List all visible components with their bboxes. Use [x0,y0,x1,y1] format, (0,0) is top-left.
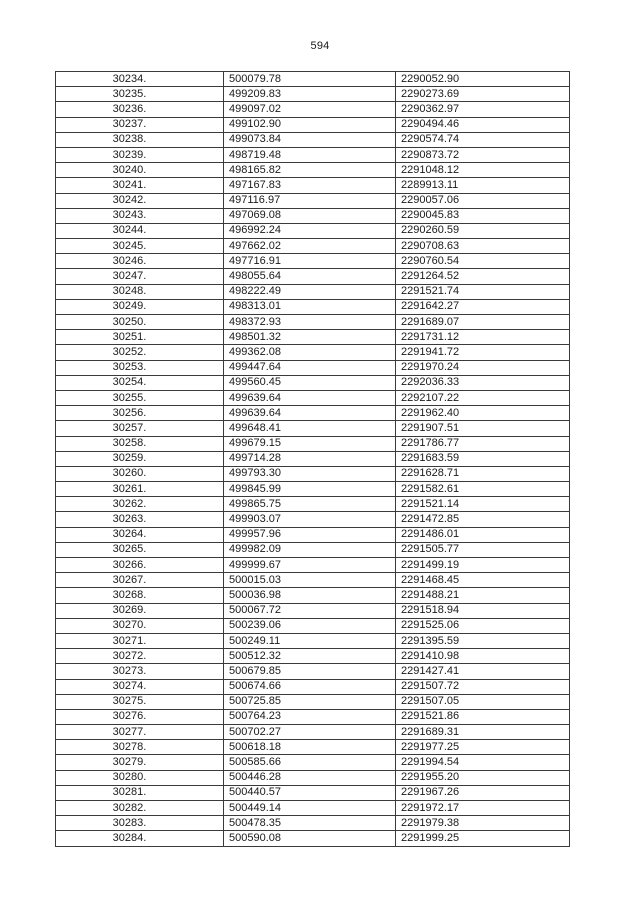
y-coordinate-cell: 2291689.31 [396,725,570,740]
x-coordinate-cell: 499793.30 [224,466,396,481]
x-coordinate-cell: 500512.32 [224,649,396,664]
y-coordinate-cell: 2291628.71 [396,466,570,481]
x-coordinate-cell: 500440.57 [224,785,396,800]
y-coordinate-cell: 2290574.74 [396,132,570,147]
point-number-cell: 30242. [56,193,224,208]
table-row [56,633,570,648]
table-row [56,725,570,740]
point-number-cell: 30265. [56,542,224,557]
x-coordinate-cell: 500702.27 [224,725,396,740]
x-coordinate-cell: 499865.75 [224,497,396,512]
y-coordinate-cell: 2290260.59 [396,223,570,238]
x-coordinate-cell: 500036.98 [224,588,396,603]
y-coordinate-cell: 2291521.14 [396,497,570,512]
table-row [56,299,570,314]
table-row [56,132,570,147]
table-row [56,147,570,162]
point-number-cell: 30280. [56,770,224,785]
point-number-cell: 30256. [56,406,224,421]
point-number-cell: 30253. [56,360,224,375]
x-coordinate-cell: 499639.64 [224,390,396,405]
table-row [56,315,570,330]
x-coordinate-cell: 500585.66 [224,755,396,770]
point-number-cell: 30252. [56,345,224,360]
table-row [56,330,570,345]
x-coordinate-cell: 497662.02 [224,239,396,254]
point-number-cell: 30276. [56,709,224,724]
table-row [56,178,570,193]
point-number-cell: 30275. [56,694,224,709]
page-number: 594 [310,40,330,52]
point-number-cell: 30272. [56,649,224,664]
x-coordinate-cell: 499639.64 [224,406,396,421]
point-number-cell: 30274. [56,679,224,694]
point-number-cell: 30262. [56,497,224,512]
x-coordinate-cell: 499209.83 [224,87,396,102]
point-number-cell: 30277. [56,725,224,740]
x-coordinate-cell: 498222.49 [224,284,396,299]
x-coordinate-cell: 500446.28 [224,770,396,785]
y-coordinate-cell: 2291907.51 [396,421,570,436]
y-coordinate-cell: 2292036.33 [396,375,570,390]
x-coordinate-cell: 499982.09 [224,542,396,557]
x-coordinate-cell: 499362.08 [224,345,396,360]
y-coordinate-cell: 2290057.06 [396,193,570,208]
table-row [56,831,570,846]
point-number-cell: 30234. [56,72,224,87]
table-row [56,239,570,254]
x-coordinate-cell: 498165.82 [224,163,396,178]
x-coordinate-cell: 500618.18 [224,740,396,755]
point-number-cell: 30238. [56,132,224,147]
x-coordinate-cell: 500478.35 [224,816,396,831]
point-number-cell: 30261. [56,482,224,497]
point-number-cell: 30278. [56,740,224,755]
y-coordinate-cell: 2290045.83 [396,208,570,223]
x-coordinate-cell: 499447.64 [224,360,396,375]
y-coordinate-cell: 2291525.06 [396,618,570,633]
table-row [56,603,570,618]
table-row [56,482,570,497]
y-coordinate-cell: 2290760.54 [396,254,570,269]
table-row [56,163,570,178]
table-row [56,816,570,831]
point-number-cell: 30255. [56,390,224,405]
x-coordinate-cell: 500239.06 [224,618,396,633]
y-coordinate-cell: 2291999.25 [396,831,570,846]
point-number-cell: 30283. [56,816,224,831]
x-coordinate-cell: 499679.15 [224,436,396,451]
x-coordinate-cell: 500725.85 [224,694,396,709]
y-coordinate-cell: 2291521.86 [396,709,570,724]
table-row [56,649,570,664]
x-coordinate-cell: 498501.32 [224,330,396,345]
table-row [56,208,570,223]
table-row [56,588,570,603]
y-coordinate-cell: 2291468.45 [396,573,570,588]
table-row [56,269,570,284]
point-number-cell: 30244. [56,223,224,238]
point-number-cell: 30251. [56,330,224,345]
point-number-cell: 30279. [56,755,224,770]
point-number-cell: 30254. [56,375,224,390]
x-coordinate-cell: 498313.01 [224,299,396,314]
y-coordinate-cell: 2291395.59 [396,633,570,648]
point-number-cell: 30270. [56,618,224,633]
table-row [56,87,570,102]
y-coordinate-cell: 2291264.52 [396,269,570,284]
y-coordinate-cell: 2291962.40 [396,406,570,421]
y-coordinate-cell: 2291689.07 [396,315,570,330]
point-number-cell: 30271. [56,633,224,648]
x-coordinate-cell: 500067.72 [224,603,396,618]
x-coordinate-cell: 500249.11 [224,633,396,648]
point-number-cell: 30269. [56,603,224,618]
point-number-cell: 30248. [56,284,224,299]
table-row [56,406,570,421]
y-coordinate-cell: 2291499.19 [396,558,570,573]
x-coordinate-cell: 500449.14 [224,801,396,816]
y-coordinate-cell: 2291507.05 [396,694,570,709]
x-coordinate-cell: 498719.48 [224,147,396,162]
table-row [56,542,570,557]
x-coordinate-cell: 499073.84 [224,132,396,147]
point-number-cell: 30259. [56,451,224,466]
y-coordinate-cell: 2291427.41 [396,664,570,679]
table-row [56,390,570,405]
y-coordinate-cell: 2291941.72 [396,345,570,360]
y-coordinate-cell: 2291786.77 [396,436,570,451]
point-number-cell: 30247. [56,269,224,284]
table-row [56,558,570,573]
y-coordinate-cell: 2291731.12 [396,330,570,345]
point-number-cell: 30268. [56,588,224,603]
x-coordinate-cell: 497069.08 [224,208,396,223]
x-coordinate-cell: 496992.24 [224,223,396,238]
y-coordinate-cell: 2291642.27 [396,299,570,314]
y-coordinate-cell: 2290052.90 [396,72,570,87]
x-coordinate-cell: 499097.02 [224,102,396,117]
table-row [56,497,570,512]
point-number-cell: 30236. [56,102,224,117]
x-coordinate-cell: 499714.28 [224,451,396,466]
y-coordinate-cell: 2291994.54 [396,755,570,770]
x-coordinate-cell: 499560.45 [224,375,396,390]
y-coordinate-cell: 2289913.11 [396,178,570,193]
table-row [56,466,570,481]
y-coordinate-cell: 2291970.24 [396,360,570,375]
y-coordinate-cell: 2292107.22 [396,390,570,405]
x-coordinate-cell: 498372.93 [224,315,396,330]
y-coordinate-cell: 2291048.12 [396,163,570,178]
table-row [56,801,570,816]
point-number-cell: 30284. [56,831,224,846]
table-row [56,755,570,770]
x-coordinate-cell: 500679.85 [224,664,396,679]
x-coordinate-cell: 499845.99 [224,482,396,497]
y-coordinate-cell: 2291521.74 [396,284,570,299]
x-coordinate-cell: 497716.91 [224,254,396,269]
y-coordinate-cell: 2291683.59 [396,451,570,466]
y-coordinate-cell: 2291955.20 [396,770,570,785]
x-coordinate-cell: 499903.07 [224,512,396,527]
point-number-cell: 30266. [56,558,224,573]
table-row [56,664,570,679]
x-coordinate-cell: 500590.08 [224,831,396,846]
y-coordinate-cell: 2290273.69 [396,87,570,102]
table-row [56,421,570,436]
x-coordinate-cell: 499957.96 [224,527,396,542]
point-number-cell: 30250. [56,315,224,330]
point-number-cell: 30257. [56,421,224,436]
table-row [56,785,570,800]
point-number-cell: 30237. [56,117,224,132]
x-coordinate-cell: 498055.64 [224,269,396,284]
x-coordinate-cell: 499102.90 [224,117,396,132]
table-row [56,694,570,709]
table-row [56,254,570,269]
y-coordinate-cell: 2290873.72 [396,147,570,162]
table-row [56,527,570,542]
point-number-cell: 30282. [56,801,224,816]
table-row [56,72,570,87]
point-number-cell: 30240. [56,163,224,178]
y-coordinate-cell: 2291507.72 [396,679,570,694]
point-number-cell: 30246. [56,254,224,269]
y-coordinate-cell: 2291488.21 [396,588,570,603]
table-row [56,436,570,451]
table-row [56,451,570,466]
x-coordinate-cell: 497116.97 [224,193,396,208]
point-number-cell: 30243. [56,208,224,223]
x-coordinate-cell: 499999.67 [224,558,396,573]
table-row [56,770,570,785]
y-coordinate-cell: 2291582.61 [396,482,570,497]
coordinates-table [55,71,570,847]
y-coordinate-cell: 2291472.85 [396,512,570,527]
point-number-cell: 30245. [56,239,224,254]
table-row [56,573,570,588]
y-coordinate-cell: 2291410.98 [396,649,570,664]
coordinates-table-body [56,72,570,847]
y-coordinate-cell: 2290494.46 [396,117,570,132]
table-row [56,193,570,208]
x-coordinate-cell: 500674.66 [224,679,396,694]
table-row [56,740,570,755]
point-number-cell: 30267. [56,573,224,588]
y-coordinate-cell: 2291518.94 [396,603,570,618]
y-coordinate-cell: 2290708.63 [396,239,570,254]
y-coordinate-cell: 2291972.17 [396,801,570,816]
point-number-cell: 30249. [56,299,224,314]
table-row [56,709,570,724]
point-number-cell: 30264. [56,527,224,542]
point-number-cell: 30273. [56,664,224,679]
y-coordinate-cell: 2291486.01 [396,527,570,542]
point-number-cell: 30235. [56,87,224,102]
table-row [56,345,570,360]
table-row [56,679,570,694]
table-row [56,102,570,117]
y-coordinate-cell: 2291977.25 [396,740,570,755]
x-coordinate-cell: 500015.03 [224,573,396,588]
y-coordinate-cell: 2291967.26 [396,785,570,800]
table-row [56,117,570,132]
table-row [56,375,570,390]
table-row [56,618,570,633]
point-number-cell: 30281. [56,785,224,800]
x-coordinate-cell: 497167.83 [224,178,396,193]
y-coordinate-cell: 2291505.77 [396,542,570,557]
table-row [56,512,570,527]
table-row [56,360,570,375]
x-coordinate-cell: 500079.78 [224,72,396,87]
table-row [56,223,570,238]
point-number-cell: 30260. [56,466,224,481]
point-number-cell: 30258. [56,436,224,451]
point-number-cell: 30263. [56,512,224,527]
point-number-cell: 30241. [56,178,224,193]
y-coordinate-cell: 2290362.97 [396,102,570,117]
x-coordinate-cell: 499648.41 [224,421,396,436]
y-coordinate-cell: 2291979.38 [396,816,570,831]
table-row [56,284,570,299]
x-coordinate-cell: 500764.23 [224,709,396,724]
point-number-cell: 30239. [56,147,224,162]
